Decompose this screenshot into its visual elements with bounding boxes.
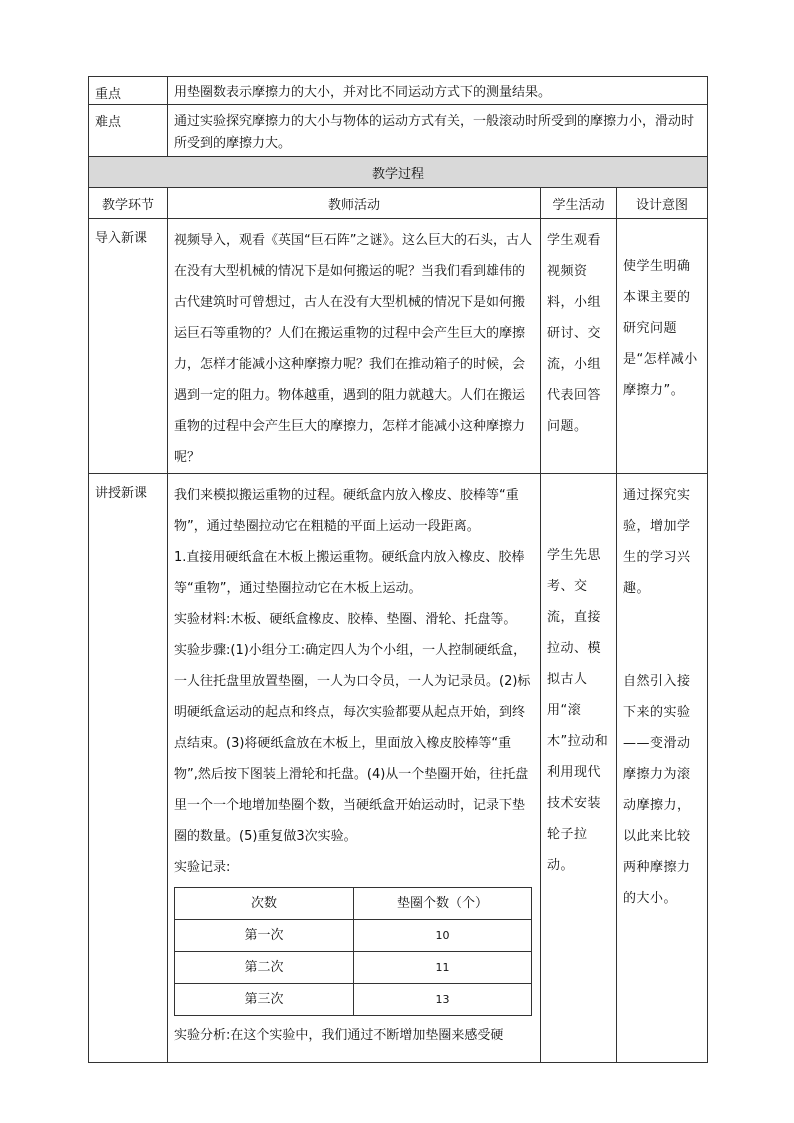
intro-teacher [168,219,541,474]
record-header-row [175,888,532,920]
record-count: 13 [354,984,532,1016]
lesson-plan-table [88,76,708,1063]
keypoint-text: 用垫圈数表示摩擦力的大小，并对比不同运动方式下的测量结果。 [168,77,708,105]
keypoint-label: 重点 [89,77,168,105]
difficulty-row [89,105,708,157]
intro-row [89,219,708,474]
intro-teacher-text: 视频导入，观看《英国“巨石阵”之谜》。这么巨大的石头，古人在没有大型机械的情况下是如何搬运的呢？当我们看到雄伟的古代建筑时可曾想过，古人在没有大型机械的情况下是如何搬运巨石等重物的？人们在搬运重物的过程中会产生巨大的摩擦力，怎样才能减小这种摩擦力呢？我们在推动箱子的时候，会遇到一定的阻力。物体越重，遇到的阻力就越大。人们在搬运重物的过程中会产生巨大的摩擦力，怎样才能减小这种摩擦力呢？ [174,233,532,465]
header-teacher: 教师活动 [168,188,541,219]
record-row [175,952,532,984]
record-table [174,887,532,1016]
process-title: 教学过程 [89,157,708,188]
lecture-intent-a: 通过探究实验，增加学生的学习兴趣。 [623,488,691,596]
lecture-record-label: 实验记录: [174,860,231,875]
lecture-teacher [168,474,541,1063]
record-header-trial: 次数 [175,888,354,920]
record-trial: 第一次 [175,920,354,952]
keypoint-row [89,77,708,105]
record-header-count: 垫圈个数（个） [354,888,532,920]
lecture-intent [617,474,708,1063]
intro-intent: 使学生明确本课主要的研究问题是“怎样减小摩擦力”。 [617,219,708,474]
process-title-row [89,157,708,188]
lecture-row [89,474,708,1063]
intro-stage: 导入新课 [89,219,168,474]
header-intent: 设计意图 [617,188,708,219]
header-row [89,188,708,219]
header-stage: 教学环节 [89,188,168,219]
lecture-materials: 实验材料:木板、硬纸盒橡皮、胶棒、垫圈、滑轮、托盘等。 [174,612,517,627]
header-student: 学生活动 [541,188,617,219]
lecture-stage: 讲授新课 [89,474,168,1063]
lecture-student: 学生先思考、交流，直接拉动、模拟古人用“滚木”拉动和利用现代技术安装轮子拉动。 [541,474,617,1063]
difficulty-label: 难点 [89,105,168,157]
difficulty-text: 通过实验探究摩擦力的大小与物体的运动方式有关，一般滚动时所受到的摩擦力小，滑动时所受到的摩擦力大。 [168,105,708,157]
intro-student: 学生观看视频资料，小组研讨、交流，小组代表回答问题。 [541,219,617,474]
record-count: 11 [354,952,532,984]
lecture-para-2: 1.直接用硬纸盒在木板上搬运重物。硬纸盒内放入橡皮、胶棒等“重物”，通过垫圈拉动它在木板上运动。 [174,550,525,596]
record-trial: 第二次 [175,952,354,984]
lecture-intent-b: 自然引入接下来的实验——变滑动摩擦力为滚动摩擦力，以此来比较两种摩擦力的大小。 [623,674,691,906]
lecture-analysis: 实验分析:在这个实验中，我们通过不断增加垫圈来感受硬 [174,1028,504,1043]
record-row [175,984,532,1016]
lecture-steps: 实验步骤:(1)小组分工:确定四人为个小组，一人控制硬纸盒，一人往托盘里放置垫圈，一人为口令员，一人为记录员。(2)标明硬纸盒运动的起点和终点，每次实验都要从起点开始，到终点结束。(3)将硬纸盒放在木板上，里面放入橡皮胶棒等“重物”,然后按下图装上滑轮和托盘。(4)从一个垫圈开始，往托盘里一个一个地增加垫圈个数，当硬纸盒开始运动时，记录下垫圈的数量。(5)重复做3次实验。 [174,643,531,844]
record-count: 10 [354,920,532,952]
lecture-para-1: 我们来模拟搬运重物的过程。硬纸盒内放入橡皮、胶棒等“重物”，通过垫圈拉动它在粗糙的平面上运动一段距离。 [174,488,519,534]
record-row [175,920,532,952]
record-trial: 第三次 [175,984,354,1016]
